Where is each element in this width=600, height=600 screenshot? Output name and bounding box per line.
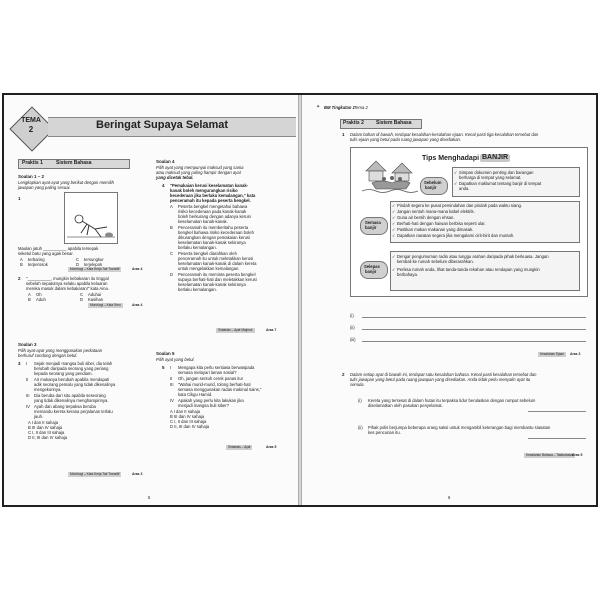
q3-option-A[interactable]: A I dan II sahaja [28,420,59,425]
q1-option-C[interactable]: tersungkur [84,257,104,262]
right-page [302,95,596,505]
q12-instruction-1: Lengkapkan ayat-ayat yang berikut dengan memilih [18,180,114,185]
q4-number: 4 [162,183,165,188]
header-book: BM Tingkatan 1 [324,105,355,110]
after-flood-label-2: banjir [365,269,377,274]
q3-item-II-num: II [26,377,29,382]
flood-illustration [362,153,418,195]
q2-option-B[interactable]: Aduh [36,297,46,302]
during-check-4: ✓ [392,221,396,226]
during-item-3: Guna air bersih dengan ehsan. [397,215,455,220]
during-flood-label-1: Semasa [365,220,381,225]
q3-item-I-1: Sejak menjadi mangsa buli siber, dia telah [34,361,113,366]
q4-quote-3: kecederaan jika berlaku kemalangan," kata [170,193,256,198]
q5-topic-tag: Sintaksis – Ayat [228,445,251,449]
q4-quote-4: penceramah itu kepada peserta bengkel. [170,198,251,203]
q12-heading: Soalan 1 – 2 [18,174,45,179]
after-check-2: ✓ [392,267,396,272]
after-flood-label-1: Selepas [364,264,380,269]
q4-instruction-1: Pilih ayat yang mempunyai maksud yang sama [156,165,244,170]
q3-topic-tag: Morfologi – Kata Kerja Tak Transitif [70,472,120,476]
q5-option-D[interactable]: D II, III dan IV sahaja [170,424,210,429]
q2-stem-1: "__________, mungkin kebakaran itu tinggal [26,276,109,281]
q1-illustration [64,192,118,244]
q5-item-IV-1: Apakah yang perlu kita lakukan jika [178,398,244,403]
during-item-4: Berhati-hati dengan haiwan berbisa seperti ular. [397,221,486,226]
after-check-1: ✓ [392,254,396,259]
before-check-1: ✓ [454,170,458,175]
q1-topic-tag: Morfologi – Kata Kerja Tak Transitif [70,267,120,271]
r-q1-level-tag: Aras 3 [570,352,581,356]
q2-stem-3: mereka masuk dalam kebakaran!" kata Aina. [26,286,109,291]
q4-option-D-label[interactable]: D [170,272,174,277]
q4-option-C-4[interactable]: untuk mengelakkan kemalangan. [178,266,240,271]
q3-level-tag: Aras 3 [132,472,143,476]
q1-stem-1: Maulan jatuh __________ apabila tersepak [18,246,99,251]
q1-option-D[interactable]: terjelepok [84,262,103,267]
q3-option-C[interactable]: C I, II dan III sahaja [28,430,65,435]
r-q2-answer-line-ii[interactable] [528,438,586,439]
r-q2-item-ii-2: kes pencurian itu. [368,430,401,435]
before-item-1a: Simpan dokumen penting dan barangan [459,170,534,175]
q4-level-tag: Aras 7 [266,328,277,332]
q3-item-II-2: adik seorang pemalu yang tidak dikenalinya [34,382,116,387]
page-title: Beringat Supaya Selamat [96,119,229,131]
q1-option-D-label[interactable]: D [76,262,80,267]
q5-item-I-1: Mengapa kita perlu sentiasa berwaspada [178,365,255,370]
q5-instruction: Pilih ayat yang betul. [156,357,195,362]
during-check-3: ✓ [392,215,396,220]
q1-option-C-label[interactable]: C [76,257,80,262]
answer-label-ii: (ii) [350,325,355,330]
q1-option-B-label[interactable]: B [20,262,23,267]
infographic-title: Tips Menghadapi [422,155,480,162]
r-q1-instruction-2: tulis ejaan yang betul pada ruang jawapan yang disediakan. [350,137,462,142]
q4-option-C-label[interactable]: C [170,251,174,256]
r-q2-item-ii-1: Pihak polis berjumpa beberapa orang saksi untuk mengambil keterangan bagi membantu siasatan [368,425,551,430]
q4-option-A-label[interactable]: A [170,204,173,209]
q2-option-C[interactable]: Aduhai [88,292,102,297]
praktis-title: Sistem Bahasa [56,160,92,166]
q4-option-B-1[interactable]: Penceramah itu memberitahu peserta [178,225,249,230]
answer-label-i: (i) [350,313,354,318]
q3-item-IV-num: IV [26,404,30,409]
r-q1-number: 1 [342,132,345,137]
q4-instruction-2: atau maksud yang paling hampir dengan ayat [156,170,241,175]
q4-option-D-3[interactable]: keselamatan kanak-kanak sekiranya [178,282,246,287]
theme-number: 2 [28,125,34,134]
q2-level-tag: Aras 4 [132,303,143,307]
q2-option-D-label[interactable]: D [80,297,84,302]
praktis-label: Praktis 1 [22,160,43,166]
q4-quote-2: kanak boleh mengurangkan risiko [170,188,238,193]
answer-line-ii[interactable] [362,329,586,330]
r-q2-item-i-2: diselamatkan oleh pasukan penyelamat. [368,403,443,408]
q2-topic-tag: Morfologi – Kata Seru [90,303,121,307]
q3-item-II-1: Air mukanya berubah apabila mendapati [34,377,110,382]
after-item-2b: berbahaya. [397,272,418,277]
before-item-1b: berharga di tempat yang selamat. [459,175,522,180]
during-item-2: Jangan sentuh mana-mana kabel elektrik. [397,209,475,214]
praktis2-label: Praktis 2 [343,120,364,126]
before-item-2a: Dapatkan maklumat tentang banjir di tempat [459,181,542,186]
q4-option-B-3[interactable]: dikurangkan dengan pemakaian kerusi [178,235,250,240]
q4-option-B-5[interactable]: berlaku kemalangan. [178,245,217,250]
q5-item-I-num: I [170,365,172,370]
theme-label: TEMA [21,117,41,124]
q3-item-IV-3: jauh. [34,414,44,419]
q5-option-A[interactable]: A I dan II sahaja [170,409,201,414]
during-check-1: ✓ [392,203,396,208]
q3-option-B[interactable]: B III dan IV sahaja [28,425,63,430]
q5-item-III-3: kata Cikgu Hamid. [178,392,213,397]
q4-option-D-4[interactable]: berlaku kemalangan. [178,287,217,292]
q5-item-II-1: Oh, jangan sentuh cerek panas itu! [178,376,243,381]
q4-option-C-3[interactable]: keselamatan kanak-kanak di dalam kereta [178,261,257,266]
r-q2-instruction-3: semula. [350,382,365,387]
q5-item-I-2: semasa melayari laman sosial? [178,370,237,375]
after-item-1a: Dengar pengumuman radio atau tunggu arahan daripada pihak berkuasa. Jangan [397,254,549,259]
before-item-2b: anda. [459,186,470,191]
q5-item-III-num: III [170,382,174,387]
during-check-2: ✓ [392,209,396,214]
q4-option-A-1[interactable]: Peserta bengkel mengetahui bahawa [178,204,248,209]
answer-line-iii[interactable] [362,341,586,342]
left-page [4,95,298,505]
q2-number: 2 [18,276,21,281]
after-item-2a: Periksa rumah anda, lihat tanda-tanda rekahan atau rendapan yang mungkin [397,267,540,272]
q1-option-A[interactable]: terbaring [28,257,45,262]
right-page-number: 6 [448,495,451,500]
q1-level-tag: Aras 4 [132,267,143,271]
q1-number: 1 [18,196,21,201]
q3-option-D[interactable]: D II, III dan IV sahaja [28,435,68,440]
q1-stem-2: seketul batu yang agak besar. [18,251,74,256]
q5-heading: Soalan 5 [156,351,175,356]
before-flood-label-1: Sebelum [424,180,442,185]
q3-instruction-2: berhuruf condong dengan betul. [18,353,78,358]
q3-item-I-2: berubah daripada seorang yang periang [34,366,109,371]
q1-option-B[interactable]: terperosok [28,262,48,267]
header-theme: Tema 2 [354,105,368,110]
q4-option-B-4[interactable]: keselamatan kanak-kanak sekiranya [178,240,246,245]
q3-item-I-3: kepada seorang yang pendiam. [34,371,93,376]
q3-item-III-num: III [26,393,30,398]
before-check-2: ✓ [454,181,458,186]
q3-item-III-1: Dia beruba dari situ apabila seseorang [34,393,106,398]
q4-option-D-1[interactable]: Penceramah itu meminta peserta bengkel [178,272,256,277]
q4-quote-1: "Pemakaian kerusi keselamatan kanak- [170,183,249,188]
q5-level-tag: Aras 5 [266,445,277,449]
r-q2-instruction-2: tulis jawapan yang betul pada ruang jawapan yang disediakan. Anda tidak perlu menyalin ayat itu [350,377,531,382]
book-spread [2,93,598,507]
q4-topic-tag: Sintaksis – Ayat Majmuk [218,328,253,332]
q5-item-IV-2: menjadi mangsa buli siber? [178,403,229,408]
during-check-5: ✓ [392,227,396,232]
r-q2-instruction-1: Dalam setiap ayat di bawah ini, terdapat satu kesalahan bahasa. Kenal pasti kesalahan tersebut dan [350,372,537,377]
q5-option-C[interactable]: C I, II dan III sahaja [170,419,207,424]
r-q2-number: 2 [342,372,345,377]
during-check-6: ✓ [392,233,396,238]
q2-option-D[interactable]: Kasihan [88,297,104,302]
answer-line-i[interactable] [362,317,586,318]
r-q1-topic-tag: Kesalahan Ejaan [540,352,565,356]
q4-option-C-2[interactable]: penceramah itu untuk meletakkan kerusi [178,256,254,261]
q4-option-D-2[interactable]: supaya berhati-hati dan meletakkan kerusi [178,277,257,282]
q3-item-I-num: I [26,361,28,366]
q4-instruction-3: yang dicetak tebal. [156,175,194,180]
during-flood-label-2: banjir [365,225,377,230]
q5-item-III-1: "Wahai murid-murid, tolong berhati-hati [178,382,251,387]
q5-item-IV-num: IV [170,398,174,403]
during-item-6: Dapatkan rawatan segera jika mengalami cirit-birit dan muntah. [397,233,515,238]
q4-option-A-2[interactable]: risiko kecederaan pada kanak-kanak [178,209,247,214]
q12-instruction-2: jawapan yang paling sesuai. [18,185,71,190]
during-item-5: Pastikan makan makanan yang dimasak. [397,227,474,232]
q5-number: 5 [162,365,165,370]
infographic-title-word: BANJIR [482,154,509,161]
q4-option-A-3[interactable]: boleh berkurang dengan adanya kerusi [178,214,251,219]
q2-option-C-label[interactable]: C [80,292,84,297]
q3-instruction-1: Pilih ayat-ayat yang menggunakan perkataan [18,348,103,353]
during-item-1: Pindah segera ke pusat pemindahan dan pindah pada waktu siang. [397,203,523,208]
r-q2-item-ii-num: (ii) [358,425,363,430]
before-flood-label-2: banjir [425,185,437,190]
q3-item-III-2: yang tidak dikenalinya menghampirinya. [34,398,109,403]
r-q1-instruction-1: Dalam bahan di bawah, terdapat kesalahan-kesalahan ejaan. Kenal pasti tiga kesalahan tersebut dan [350,132,539,137]
header-logo-icon: ✦ [316,104,321,110]
q4-option-B-2[interactable]: bengkel bahawa risiko kecederaan boleh [178,230,254,235]
q2-option-A-label[interactable]: A [28,292,31,297]
q5-item-III-2: semasa menggunakan radas makmal sains," [178,387,262,392]
q4-option-B-label[interactable]: B [170,225,173,230]
q2-option-B-label[interactable]: B [28,297,31,302]
q5-item-II-num: II [170,376,173,381]
q2-option-A[interactable]: Oh [36,292,42,297]
q5-option-B[interactable]: B III dan IV sahaja [170,414,205,419]
praktis2-title: Sistem Bahasa [376,120,412,126]
q3-item-II-3: mengekorinya. [34,387,62,392]
left-page-number: 5 [148,495,151,500]
q3-item-IV-1: Ayah dan abang terpaksa beruba [34,404,96,409]
q2-stem-2: sebelah sepatutnya selaku apabila keluaran [26,281,108,286]
r-q2-answer-line-i[interactable] [528,411,586,412]
q1-option-A-label[interactable]: A [20,257,23,262]
after-item-1b: kembali ke rumah sebelum diberarahkan. [397,259,474,264]
q4-option-C-1[interactable]: Peserta bengkel diarahkan oleh [178,251,237,256]
q4-heading: Soalan 4 [156,159,175,164]
q3-heading: Soalan 3 [18,342,37,347]
r-q2-item-i-num: (i) [358,398,362,403]
r-q2-item-i-1: Kereta yang tersesat di dalam hutan itu terpaksa tidur berulaskan dengan rumput sebelum [368,398,536,403]
q3-number: 3 [18,361,21,366]
answer-label-iii: (iii) [350,337,356,342]
q4-option-A-4[interactable]: keselamatan kanak-kanak. [178,219,228,224]
r-q2-level-tag: Aras 5 [572,453,583,457]
q3-item-IV-2: memandu kereta kerana perjalanan terlalu [34,409,113,414]
r-q2-topic-tag: Kesalahan Bahasa – Tatabahasa [526,453,573,457]
